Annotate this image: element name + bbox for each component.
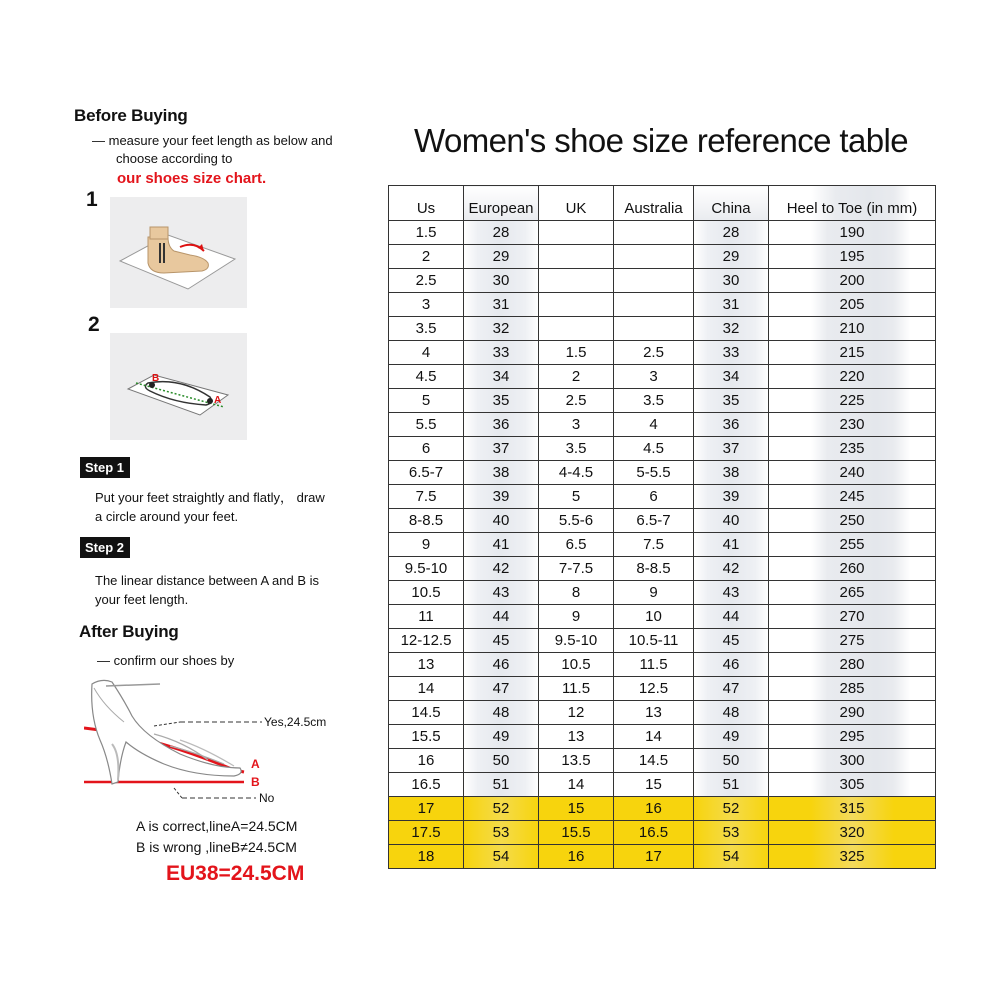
cell-uk: 5 <box>539 485 614 509</box>
before-buying-line1: — measure your feet length as below and <box>92 133 333 148</box>
cell-australia <box>614 317 694 341</box>
cell-european: 51 <box>464 773 539 797</box>
table-row <box>389 365 936 389</box>
cell-us: 17 <box>389 797 464 821</box>
step2-text-line1: The linear distance between A and B is <box>95 573 320 588</box>
shoe-illustration <box>84 676 354 810</box>
header-uk: UK <box>539 186 614 221</box>
cell-australia <box>614 221 694 245</box>
cell-china: 45 <box>694 629 769 653</box>
cell-heel-to-toe: 195 <box>769 245 936 269</box>
heeled-sandal-icon <box>84 676 354 810</box>
cell-australia: 15 <box>614 773 694 797</box>
cell-australia: 3.5 <box>614 389 694 413</box>
cell-uk: 14 <box>539 773 614 797</box>
cell-european: 30 <box>464 269 539 293</box>
cell-european: 33 <box>464 341 539 365</box>
cell-heel-to-toe: 265 <box>769 581 936 605</box>
cell-us: 14.5 <box>389 701 464 725</box>
cell-heel-to-toe: 275 <box>769 629 936 653</box>
table-row <box>389 581 936 605</box>
before-buying-heading: Before Buying <box>74 106 188 125</box>
cell-us: 4.5 <box>389 365 464 389</box>
cell-european: 47 <box>464 677 539 701</box>
cell-china: 43 <box>694 581 769 605</box>
cell-uk: 12 <box>539 701 614 725</box>
table-row <box>389 605 936 629</box>
table-title: Women's shoe size reference table <box>414 122 908 159</box>
cell-european: 52 <box>464 797 539 821</box>
cell-china: 47 <box>694 677 769 701</box>
cell-european: 40 <box>464 509 539 533</box>
table-row <box>389 461 936 485</box>
cell-uk: 3 <box>539 413 614 437</box>
table-row <box>389 725 936 749</box>
cell-uk: 15 <box>539 797 614 821</box>
table-row <box>389 437 936 461</box>
shoe-no-label: No <box>259 791 275 805</box>
cell-uk: 15.5 <box>539 821 614 845</box>
cell-us: 5 <box>389 389 464 413</box>
cell-european: 45 <box>464 629 539 653</box>
table-row <box>389 269 936 293</box>
cell-european: 53 <box>464 821 539 845</box>
cell-us: 12-12.5 <box>389 629 464 653</box>
cell-china: 44 <box>694 605 769 629</box>
cell-australia: 10 <box>614 605 694 629</box>
cell-us: 5.5 <box>389 413 464 437</box>
cell-heel-to-toe: 230 <box>769 413 936 437</box>
size-reference-table <box>388 185 936 869</box>
line-b-label: B <box>251 775 260 789</box>
cell-china: 30 <box>694 269 769 293</box>
table-row <box>389 293 936 317</box>
point-a-label: A <box>214 395 222 406</box>
table-row <box>389 557 936 581</box>
cell-uk: 6.5 <box>539 533 614 557</box>
cell-australia <box>614 293 694 317</box>
cell-uk: 7-7.5 <box>539 557 614 581</box>
cell-european: 54 <box>464 845 539 869</box>
step1-text-line2: a circle around your feet. <box>95 509 239 524</box>
cell-heel-to-toe: 205 <box>769 293 936 317</box>
cell-heel-to-toe: 280 <box>769 653 936 677</box>
cell-european: 49 <box>464 725 539 749</box>
cell-china: 31 <box>694 293 769 317</box>
cell-us: 16.5 <box>389 773 464 797</box>
cell-china: 52 <box>694 797 769 821</box>
cell-china: 40 <box>694 509 769 533</box>
foot-measure-illustration <box>110 197 247 308</box>
cell-european: 32 <box>464 317 539 341</box>
cell-australia: 2.5 <box>614 341 694 365</box>
cell-heel-to-toe: 320 <box>769 821 936 845</box>
cell-european: 34 <box>464 365 539 389</box>
table-row <box>389 749 936 773</box>
point-b-label: B <box>152 373 160 384</box>
table-row <box>389 389 936 413</box>
cell-china: 51 <box>694 773 769 797</box>
cell-australia: 3 <box>614 365 694 389</box>
cell-australia: 7.5 <box>614 533 694 557</box>
cell-uk: 11.5 <box>539 677 614 701</box>
cell-heel-to-toe: 220 <box>769 365 936 389</box>
cell-heel-to-toe: 260 <box>769 557 936 581</box>
cell-european: 37 <box>464 437 539 461</box>
cell-heel-to-toe: 325 <box>769 845 936 869</box>
cell-china: 34 <box>694 365 769 389</box>
cell-australia: 12.5 <box>614 677 694 701</box>
eu-size-callout: EU38=24.5CM <box>166 862 305 885</box>
cell-uk <box>539 317 614 341</box>
cell-us: 7.5 <box>389 485 464 509</box>
step1-badge: Step 1 <box>80 457 130 478</box>
cell-us: 18 <box>389 845 464 869</box>
cell-european: 43 <box>464 581 539 605</box>
cell-china: 48 <box>694 701 769 725</box>
cell-us: 13 <box>389 653 464 677</box>
table-row <box>389 533 936 557</box>
cell-european: 44 <box>464 605 539 629</box>
cell-china: 54 <box>694 845 769 869</box>
cell-us: 1.5 <box>389 221 464 245</box>
header-australia: Australia <box>614 186 694 221</box>
cell-china: 49 <box>694 725 769 749</box>
cell-uk: 3.5 <box>539 437 614 461</box>
table-row <box>389 797 936 821</box>
foot-on-paper-icon <box>110 197 247 308</box>
cell-us: 8-8.5 <box>389 509 464 533</box>
cell-european: 46 <box>464 653 539 677</box>
cell-australia: 14.5 <box>614 749 694 773</box>
cell-uk: 5.5-6 <box>539 509 614 533</box>
cell-heel-to-toe: 200 <box>769 269 936 293</box>
cell-china: 28 <box>694 221 769 245</box>
table-row <box>389 701 936 725</box>
cell-us: 3 <box>389 293 464 317</box>
cell-european: 35 <box>464 389 539 413</box>
cell-china: 35 <box>694 389 769 413</box>
cell-european: 28 <box>464 221 539 245</box>
table-row <box>389 341 936 365</box>
header-european: European <box>464 186 539 221</box>
cell-china: 38 <box>694 461 769 485</box>
cell-china: 32 <box>694 317 769 341</box>
size-chart-note: our shoes size chart. <box>117 170 267 187</box>
cell-china: 41 <box>694 533 769 557</box>
cell-heel-to-toe: 190 <box>769 221 936 245</box>
cell-european: 31 <box>464 293 539 317</box>
cell-australia: 4 <box>614 413 694 437</box>
cell-us: 16 <box>389 749 464 773</box>
cell-uk <box>539 245 614 269</box>
cell-china: 53 <box>694 821 769 845</box>
cell-heel-to-toe: 250 <box>769 509 936 533</box>
cell-uk: 2.5 <box>539 389 614 413</box>
cell-us: 17.5 <box>389 821 464 845</box>
table-header-row <box>389 186 936 221</box>
table-row <box>389 221 936 245</box>
cell-china: 46 <box>694 653 769 677</box>
cell-australia <box>614 245 694 269</box>
cell-us: 14 <box>389 677 464 701</box>
cell-european: 42 <box>464 557 539 581</box>
cell-european: 50 <box>464 749 539 773</box>
step2-badge: Step 2 <box>80 537 130 558</box>
table-row <box>389 317 936 341</box>
cell-uk: 9.5-10 <box>539 629 614 653</box>
cell-uk: 10.5 <box>539 653 614 677</box>
cell-china: 29 <box>694 245 769 269</box>
cell-us: 9.5-10 <box>389 557 464 581</box>
cell-australia: 11.5 <box>614 653 694 677</box>
cell-australia: 13 <box>614 701 694 725</box>
cell-us: 9 <box>389 533 464 557</box>
table-row <box>389 509 936 533</box>
cell-australia: 4.5 <box>614 437 694 461</box>
cell-australia: 10.5-11 <box>614 629 694 653</box>
cell-european: 41 <box>464 533 539 557</box>
cell-european: 39 <box>464 485 539 509</box>
cell-heel-to-toe: 270 <box>769 605 936 629</box>
cell-uk <box>539 293 614 317</box>
shoe-yes-label: Yes,24.5cm <box>264 715 327 729</box>
header-us: Us <box>389 186 464 221</box>
cell-uk <box>539 221 614 245</box>
cell-heel-to-toe: 295 <box>769 725 936 749</box>
cell-china: 42 <box>694 557 769 581</box>
cell-heel-to-toe: 305 <box>769 773 936 797</box>
cell-us: 15.5 <box>389 725 464 749</box>
cell-china: 39 <box>694 485 769 509</box>
cell-european: 29 <box>464 245 539 269</box>
cell-heel-to-toe: 300 <box>769 749 936 773</box>
cell-uk: 16 <box>539 845 614 869</box>
cell-uk: 2 <box>539 365 614 389</box>
correct-line-text: A is correct,lineA=24.5CM <box>136 818 298 834</box>
before-buying-line2: choose according to <box>116 151 233 166</box>
cell-australia: 16 <box>614 797 694 821</box>
cell-australia: 8-8.5 <box>614 557 694 581</box>
table-row <box>389 485 936 509</box>
foot-outline-icon <box>110 333 247 440</box>
header-heel-to-toe: Heel to Toe (in mm) <box>769 186 936 221</box>
table-row <box>389 821 936 845</box>
foot-outline-illustration <box>110 333 247 440</box>
cell-us: 10.5 <box>389 581 464 605</box>
cell-uk: 13.5 <box>539 749 614 773</box>
cell-uk: 9 <box>539 605 614 629</box>
step-number-1: 1 <box>86 188 98 211</box>
cell-australia: 6 <box>614 485 694 509</box>
cell-australia <box>614 269 694 293</box>
table-row <box>389 413 936 437</box>
cell-australia: 9 <box>614 581 694 605</box>
cell-heel-to-toe: 235 <box>769 437 936 461</box>
table-row <box>389 677 936 701</box>
wrong-line-text: B is wrong ,lineB≠24.5CM <box>136 839 297 855</box>
cell-heel-to-toe: 210 <box>769 317 936 341</box>
cell-european: 36 <box>464 413 539 437</box>
table-row <box>389 629 936 653</box>
cell-us: 2.5 <box>389 269 464 293</box>
table-row <box>389 845 936 869</box>
cell-us: 6 <box>389 437 464 461</box>
cell-heel-to-toe: 240 <box>769 461 936 485</box>
after-buying-line: — confirm our shoes by <box>97 653 235 668</box>
cell-australia: 17 <box>614 845 694 869</box>
cell-uk: 8 <box>539 581 614 605</box>
cell-china: 37 <box>694 437 769 461</box>
cell-us: 6.5-7 <box>389 461 464 485</box>
cell-uk <box>539 269 614 293</box>
header-china: China <box>694 186 769 221</box>
cell-european: 38 <box>464 461 539 485</box>
after-buying-heading: After Buying <box>79 622 179 641</box>
cell-us: 3.5 <box>389 317 464 341</box>
table-row <box>389 773 936 797</box>
cell-australia: 6.5-7 <box>614 509 694 533</box>
cell-uk: 4-4.5 <box>539 461 614 485</box>
step1-text-line1: Put your feet straightly and flatly， draw <box>95 490 325 505</box>
cell-heel-to-toe: 215 <box>769 341 936 365</box>
step2-text-line2: your feet length. <box>95 592 189 607</box>
cell-australia: 5-5.5 <box>614 461 694 485</box>
cell-heel-to-toe: 255 <box>769 533 936 557</box>
cell-australia: 14 <box>614 725 694 749</box>
cell-european: 48 <box>464 701 539 725</box>
cell-us: 11 <box>389 605 464 629</box>
table-row <box>389 653 936 677</box>
cell-china: 33 <box>694 341 769 365</box>
cell-china: 50 <box>694 749 769 773</box>
step-number-2: 2 <box>88 313 100 336</box>
cell-us: 4 <box>389 341 464 365</box>
cell-heel-to-toe: 245 <box>769 485 936 509</box>
cell-us: 2 <box>389 245 464 269</box>
cell-australia: 16.5 <box>614 821 694 845</box>
cell-uk: 1.5 <box>539 341 614 365</box>
cell-china: 36 <box>694 413 769 437</box>
cell-heel-to-toe: 225 <box>769 389 936 413</box>
cell-heel-to-toe: 285 <box>769 677 936 701</box>
cell-uk: 13 <box>539 725 614 749</box>
cell-heel-to-toe: 290 <box>769 701 936 725</box>
cell-heel-to-toe: 315 <box>769 797 936 821</box>
line-a-label: A <box>251 757 260 771</box>
table-row <box>389 245 936 269</box>
